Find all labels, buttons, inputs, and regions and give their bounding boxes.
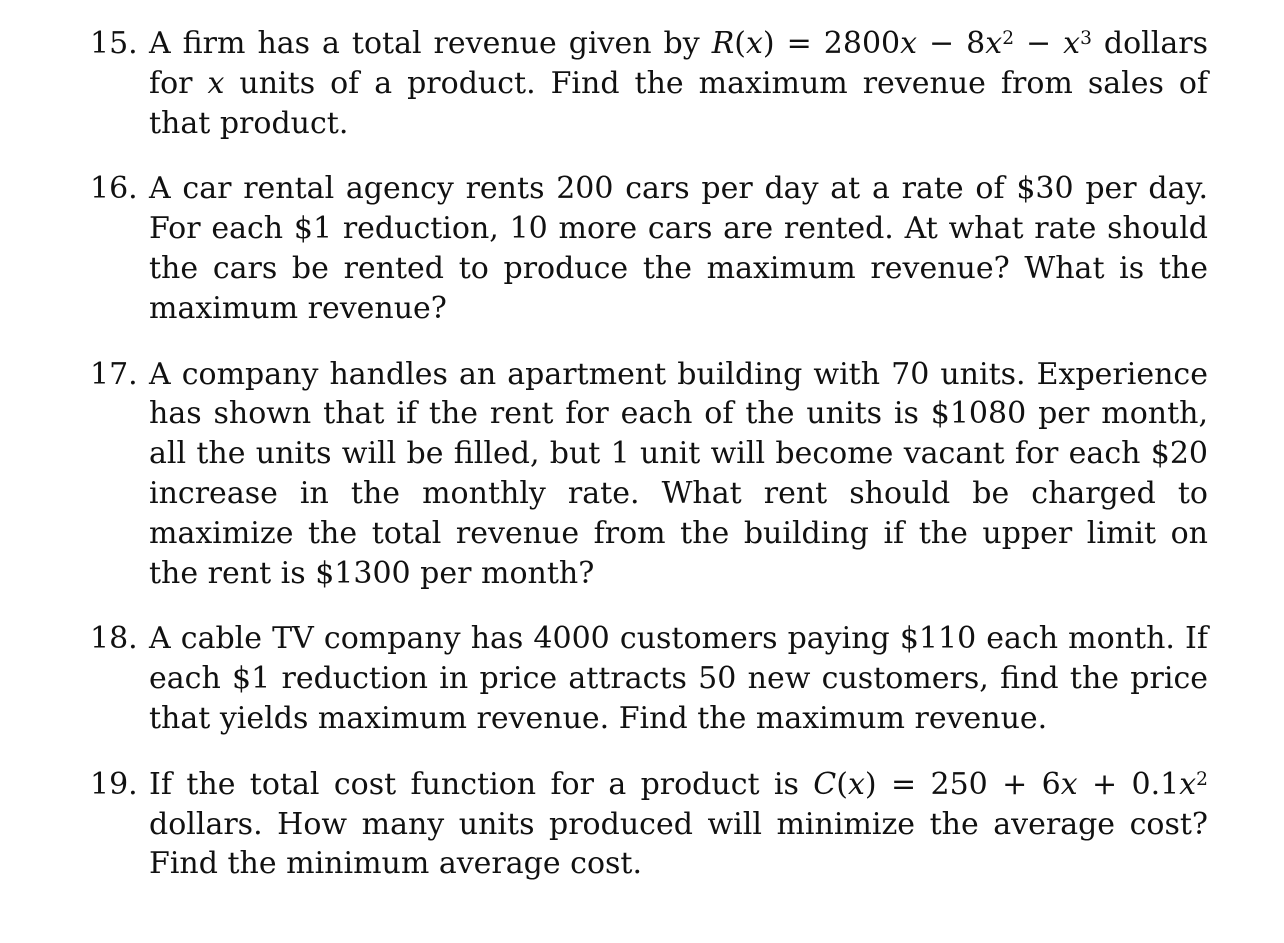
problem-number: 17.: [90, 356, 138, 392]
formula-coefficient: 0.1: [1131, 766, 1180, 802]
problem-number: 16.: [90, 171, 138, 207]
formula-paren: ): [864, 766, 877, 802]
text-fragment: dollars for: [149, 26, 1208, 101]
problem-text: A company handles an apartment building with 70 units. Experience has shown that if the rent for each of the units is $1080 per month, all the units will be filled, but 1 unit will become vacant for each $20 increase in the monthly rate. What rent should be charged to maximize the total revenue from the building if the upper limit on the rent is $1300 per month?: [149, 356, 1208, 591]
formula-constant: 250: [930, 766, 988, 802]
formula-exponent: 2: [1002, 28, 1015, 50]
problem-text: [149, 24, 1208, 143]
text-fragment: dollars. How many units produced will minimize the average cost? Find the minimum average cost.: [149, 806, 1208, 882]
formula-variable: x: [1063, 26, 1081, 61]
formula-variable: x: [746, 26, 763, 61]
formula-paren: (: [836, 766, 848, 802]
problem-18: [90, 619, 1208, 738]
unit-variable: x: [207, 65, 225, 101]
formula-plus: +: [1077, 766, 1132, 802]
problem-19: [90, 765, 1208, 884]
formula-equals: =: [774, 26, 824, 61]
problem-number: 18.: [90, 621, 138, 657]
formula-minus: −: [1014, 26, 1064, 61]
cost-function: C: [813, 766, 837, 802]
formula-variable: x: [1060, 766, 1078, 802]
formula-minus: −: [917, 26, 967, 61]
revenue-function: R: [711, 26, 735, 61]
formula-variable: x: [1179, 766, 1197, 802]
formula-equals: =: [876, 766, 931, 802]
formula-coefficient: 6: [1041, 766, 1061, 802]
problem-17: [90, 355, 1208, 594]
formula-paren: (: [734, 26, 746, 61]
problem-16: [90, 169, 1208, 328]
problem-15: [90, 24, 1208, 143]
text-fragment: units of a product. Find the maximum revenue from sales of that product.: [149, 65, 1208, 141]
formula-coefficient: 2800: [823, 26, 901, 61]
text-fragment: If the total cost function for a product is: [149, 766, 814, 802]
text-fragment: A firm has a total revenue given by: [149, 26, 712, 61]
formula-coefficient: 8: [966, 26, 986, 61]
problem-number: 19.: [90, 766, 138, 802]
problem-text: [149, 765, 1208, 884]
formula-exponent: 3: [1080, 28, 1092, 50]
formula-plus: +: [987, 766, 1042, 802]
formula-variable: x: [900, 26, 918, 61]
formula-variable: x: [985, 26, 1003, 61]
formula-variable: x: [847, 766, 865, 802]
formula-exponent: 2: [1196, 768, 1208, 790]
formula-paren: ): [762, 26, 775, 61]
problem-list: [90, 24, 1208, 910]
problem-text: A cable TV company has 4000 customers paying $110 each month. If each $1 reduction in price attracts 50 new customers, find the price that yields maximum revenue. Find the maximum revenue.: [149, 621, 1208, 736]
problem-text: A car rental agency rents 200 cars per day at a rate of $30 per day. For each $1 reduction, 10 more cars are rented. At what rate should the cars be rented to produce the maximum revenue? What is the maximum revenue?: [149, 171, 1208, 326]
problem-number: 15.: [90, 26, 138, 61]
